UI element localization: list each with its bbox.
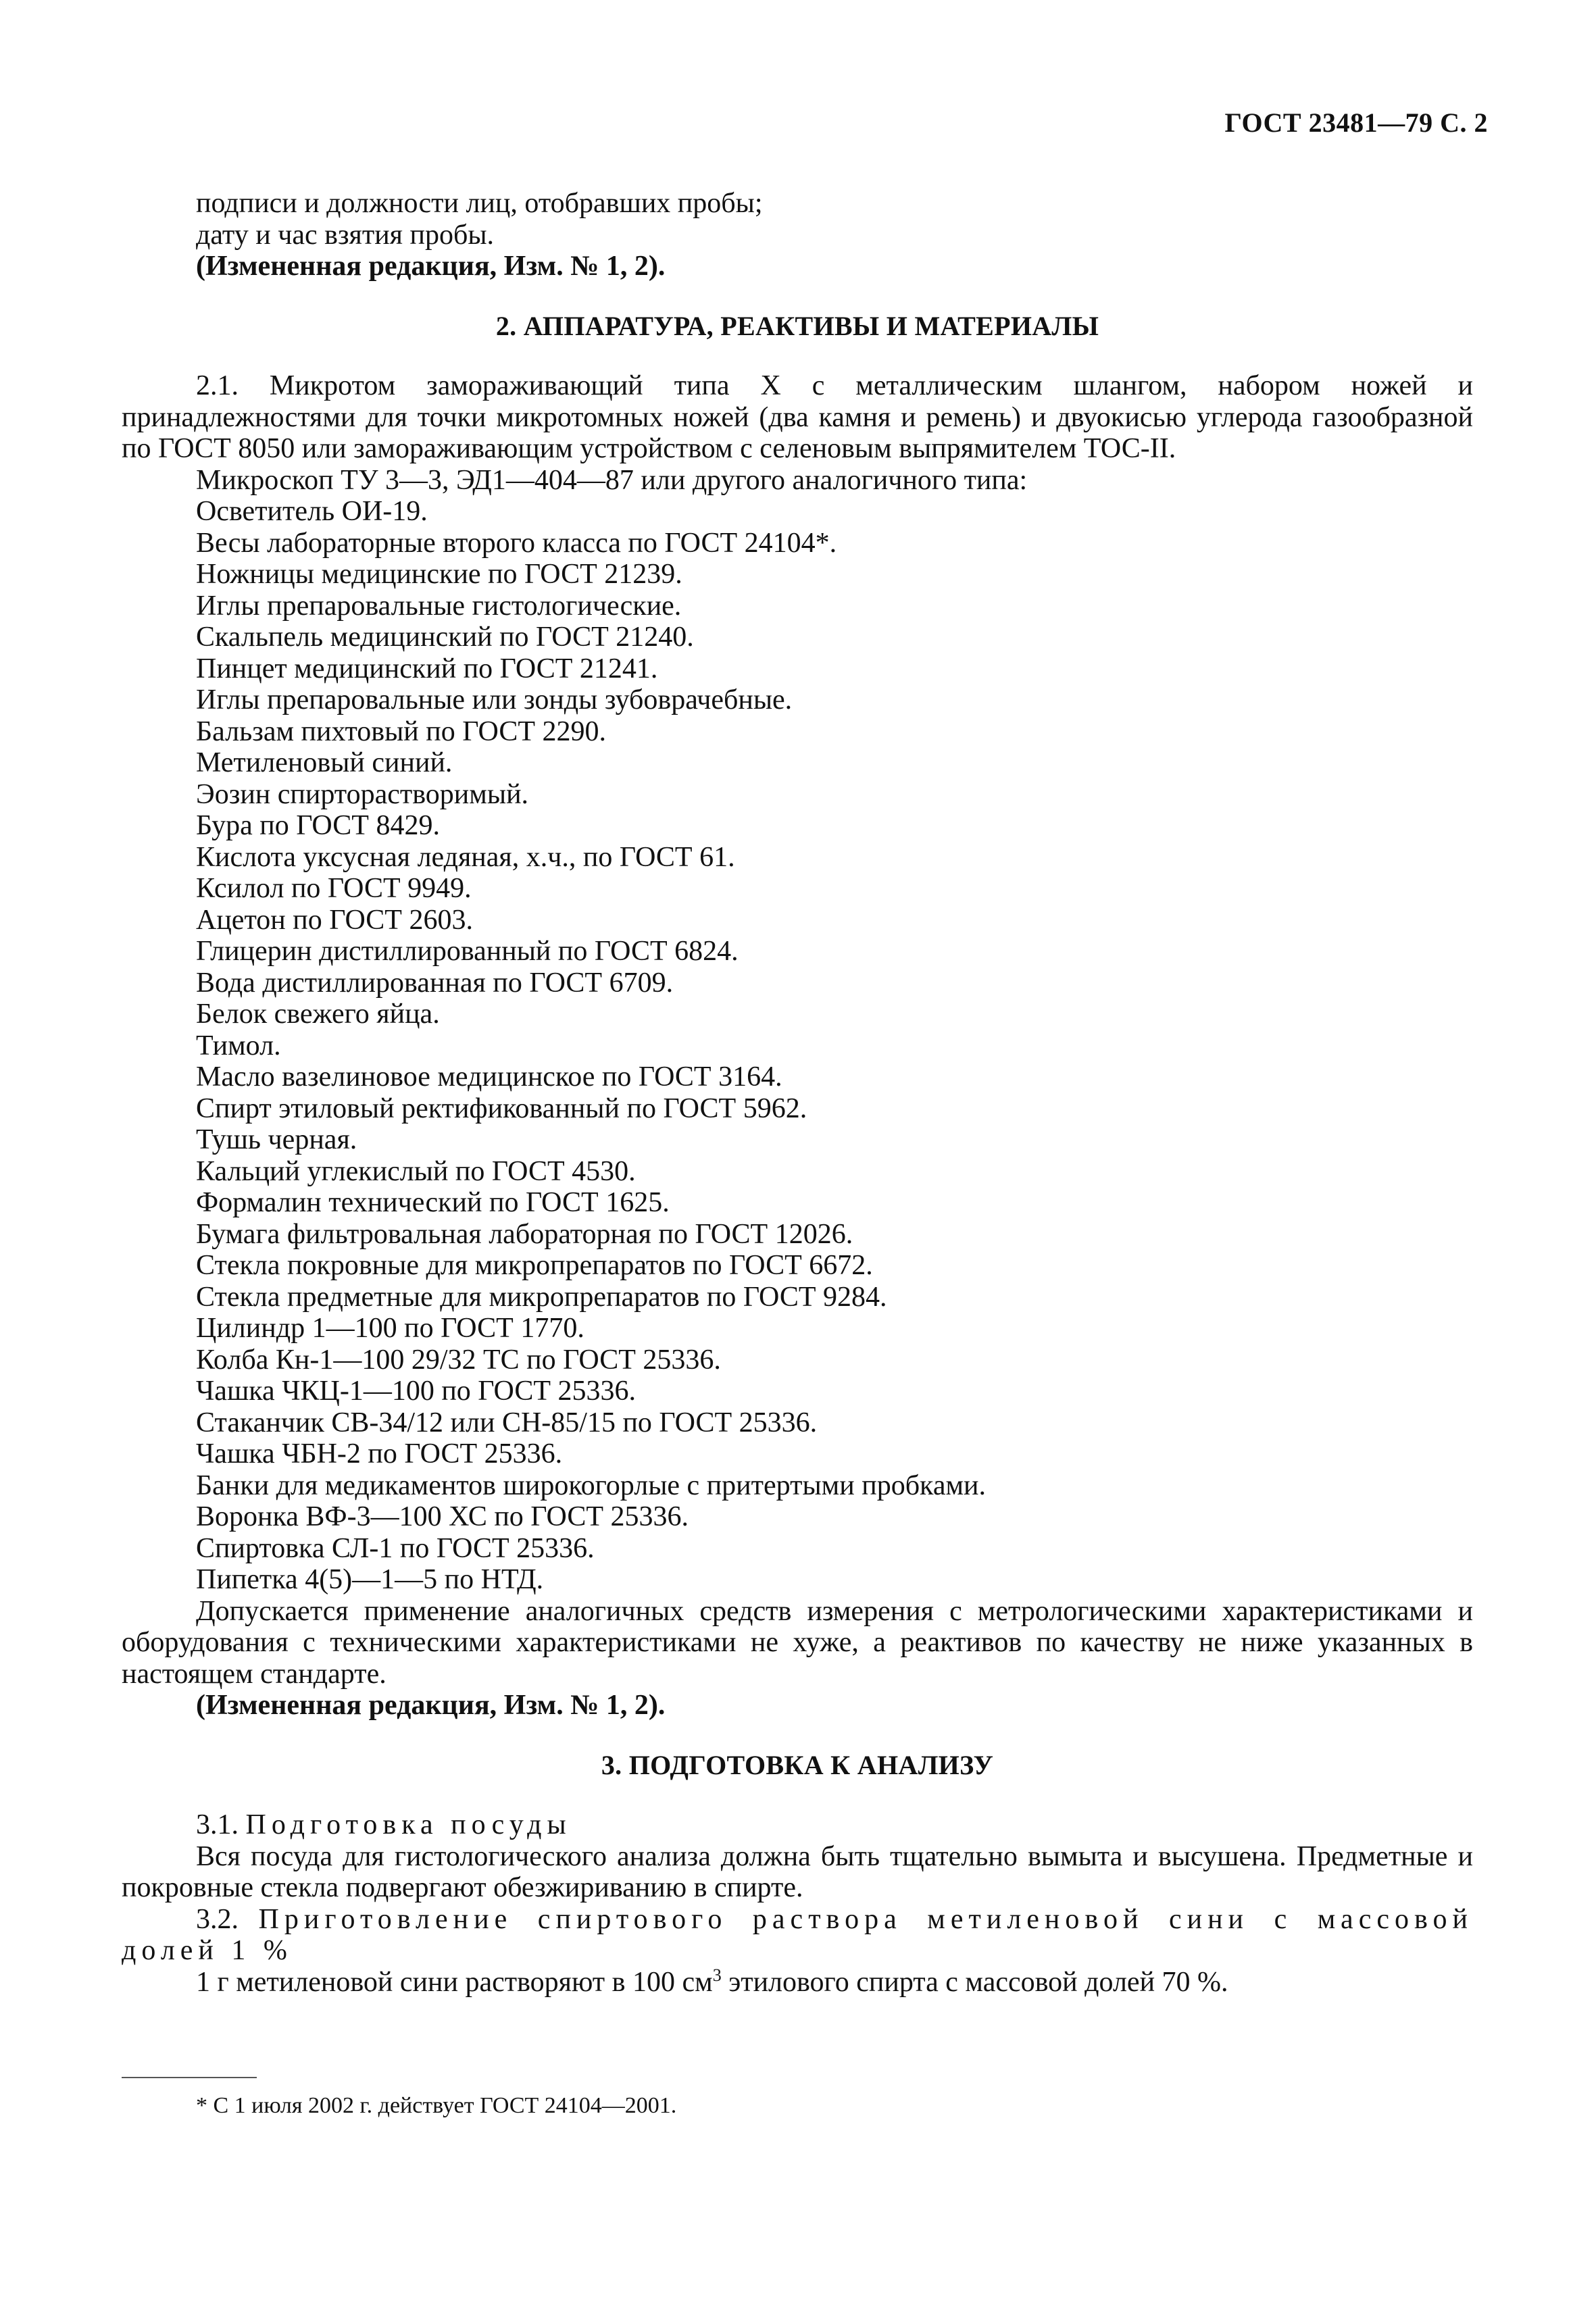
subsection-3-1-heading <box>122 1809 1473 1841</box>
intro-line: дату и час взятия пробы. <box>196 219 495 251</box>
equipment-item: Колба Кн-1—100 29/32 ТС по ГОСТ 25336. <box>196 1344 721 1376</box>
equipment-item: Кислота уксусная ледяная, х.ч., по ГОСТ 61. <box>196 841 735 873</box>
document-header: ГОСТ 23481—79 С. 2 <box>1224 107 1488 138</box>
equipment-item: Иглы препаровальные или зонды зубоврачебные. <box>196 684 793 715</box>
equipment-item: Спирт этиловый ректификованный по ГОСТ 5962. <box>196 1092 807 1124</box>
amendment-note: (Измененная редакция, Изм. № 1, 2). <box>196 251 666 282</box>
equipment-item: Чашка ЧБН-2 по ГОСТ 25336. <box>196 1438 563 1469</box>
equipment-item: Бумага фильтровальная лабораторная по ГОСТ 12026. <box>196 1218 853 1250</box>
footnote: * С 1 июля 2002 г. действует ГОСТ 24104—2001. <box>196 2093 677 2118</box>
equipment-item: Чашка ЧКЦ-1—100 по ГОСТ 25336. <box>196 1376 637 1407</box>
equipment-item: Ножницы медицинские по ГОСТ 21239. <box>196 559 682 590</box>
equipment-item: Бальзам пихтовый по ГОСТ 2290. <box>196 715 607 747</box>
paragraph-text: этилового спирта с массовой долей 70 %. <box>721 1966 1228 1998</box>
footnote-divider <box>122 2077 257 2078</box>
section-2-title: 2. АППАРАТУРА, РЕАКТИВЫ И МАТЕРИАЛЫ <box>495 310 1099 341</box>
superscript: 3 <box>712 1965 722 1985</box>
equipment-item: Тушь черная. <box>196 1124 357 1155</box>
equipment-item: Формалин технический по ГОСТ 1625. <box>196 1187 670 1218</box>
amendment-note: (Измененная редакция, Изм. № 1, 2). <box>196 1690 666 1721</box>
equipment-item: Масло вазелиновое медицинское по ГОСТ 3164. <box>196 1061 782 1092</box>
equipment-item: Тимол. <box>196 1030 281 1061</box>
equipment-item: Стаканчик СВ-34/12 или СН-85/15 по ГОСТ 25336. <box>196 1407 818 1438</box>
paragraph-3-1: Вся посуда для гистологического анализа должна быть тщательно вымыта и высушена. Предметные и покровные стекла подвергают обезжириванию в спирте. <box>122 1840 1473 1903</box>
equipment-item: Иглы препаровальные гистологические. <box>196 590 682 622</box>
equipment-item: Стекла предметные для микропрепаратов по ГОСТ 9284. <box>196 1281 887 1313</box>
equipment-item: Банки для медикаментов широкогорлые с притертыми пробками. <box>196 1469 987 1501</box>
subsection-number: 3.2. <box>196 1903 239 1935</box>
equipment-item: Весы лабораторные второго класса по ГОСТ 24104*. <box>196 527 837 559</box>
equipment-item: Пипетка 4(5)—1—5 по НТД. <box>196 1564 544 1595</box>
page-body <box>122 188 1473 1998</box>
equipment-item: Пинцет медицинский по ГОСТ 21241. <box>196 653 658 684</box>
equipment-item: Бура по ГОСТ 8429. <box>196 810 440 841</box>
paragraph-2-1: 2.1. Микротом замораживающий типа X с металлическим шлангом, набором ножей и принадлежностями для точки микротомных ножей (два камня и ремень) и двуокисью углерода газообразной по ГОСТ 8050 или замораживающим устройством с селеновым выпрямителем ТОС-II. <box>122 370 1473 464</box>
equipment-item: Ксилол по ГОСТ 9949. <box>196 873 472 904</box>
equipment-list <box>122 465 1473 1596</box>
equipment-item: Глицерин дистиллированный по ГОСТ 6824. <box>196 936 739 967</box>
equipment-item: Ацетон по ГОСТ 2603. <box>196 904 473 936</box>
equipment-item: Белок свежего яйца. <box>196 999 440 1030</box>
equipment-item: Вода дистиллированная по ГОСТ 6709. <box>196 967 674 999</box>
equipment-item: Спиртовка СЛ-1 по ГОСТ 25336. <box>196 1532 595 1564</box>
paragraph-text: 1 г метиленовой сини растворяют в 100 см <box>196 1966 713 1998</box>
paragraph-closing: Допускается применение аналогичных средств измерения с метрологическими характеристиками и оборудования с техническими характеристиками не хуже, а реактивов по качеству не ниже указанных в настоящем стандарте. <box>122 1595 1473 1690</box>
subsection-title: Подготовка посуды <box>245 1809 572 1840</box>
section-3-title: 3. ПОДГОТОВКА К АНАЛИЗУ <box>601 1749 994 1780</box>
equipment-item: Цилиндр 1—100 по ГОСТ 1770. <box>196 1313 584 1344</box>
equipment-item: Микроскоп ТУ 3—3, ЭД1—404—87 или другого аналогичного типа: <box>196 464 1028 496</box>
subsection-title: Приготовление спиртового раствора метиленовой сини с массовой долей 1 % <box>122 1903 1473 1966</box>
equipment-item: Воронка ВФ-3—100 ХС по ГОСТ 25336. <box>196 1501 689 1532</box>
equipment-item: Стекла покровные для микропрепаратов по ГОСТ 6672. <box>196 1250 873 1281</box>
subsection-number: 3.1. <box>196 1809 239 1840</box>
intro-line: подписи и должности лиц, отобравших пробы; <box>196 188 763 219</box>
equipment-item: Скальпель медицинский по ГОСТ 21240. <box>196 622 694 653</box>
paragraph-3-2 <box>122 1967 1473 1998</box>
equipment-item: Метиленовый синий. <box>196 747 453 778</box>
subsection-3-2-heading <box>122 1904 1473 1967</box>
equipment-item: Эозин спирторастворимый. <box>196 778 529 810</box>
equipment-item: Кальций углекислый по ГОСТ 4530. <box>196 1155 636 1187</box>
equipment-item: Осветитель ОИ-19. <box>196 496 428 527</box>
